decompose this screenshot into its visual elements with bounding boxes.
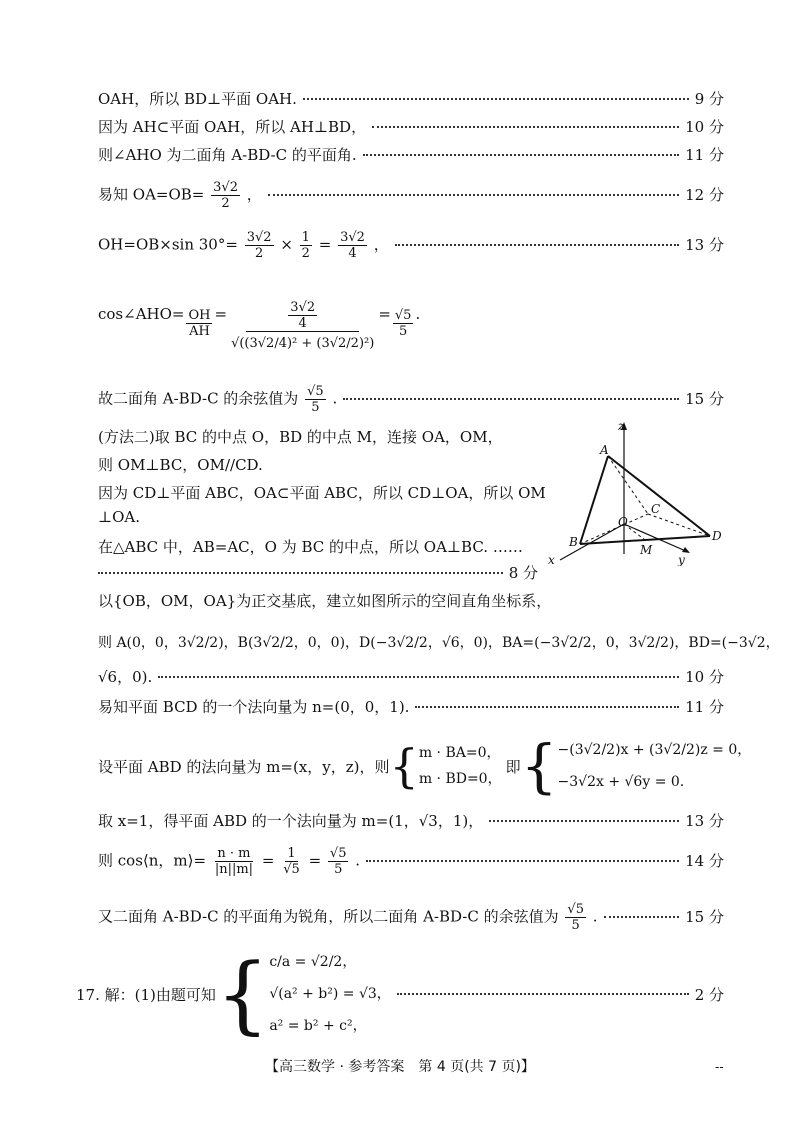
numerator: 3√2 xyxy=(290,300,316,315)
line-text xyxy=(98,902,598,933)
label-D: D xyxy=(712,529,722,543)
line-11pts-b xyxy=(98,696,724,717)
label-O: O xyxy=(618,515,628,529)
denominator: √((3√2/4)² + (3√2/2)²) xyxy=(231,336,375,351)
points-label: 13 分 xyxy=(685,812,724,830)
fraction xyxy=(305,384,326,415)
points-label: 15 分 xyxy=(685,389,724,408)
line-11pts xyxy=(98,144,724,165)
fraction xyxy=(211,180,240,211)
points-label: 14 分 xyxy=(685,851,724,870)
line-normal-system xyxy=(98,734,751,798)
denominator: 2 xyxy=(301,246,310,261)
edge-AB xyxy=(580,456,608,544)
dot-leader xyxy=(372,126,679,128)
line-text: OAH，所以 BD⊥平面 OAH. xyxy=(98,90,297,108)
dot-leader xyxy=(604,916,680,918)
equals-sign: = xyxy=(318,235,332,254)
brace: { xyxy=(520,732,558,800)
numerator: √5 xyxy=(394,308,412,323)
tail: . xyxy=(332,389,338,408)
system-eq-2: m · BD=0， xyxy=(418,771,502,787)
line-text: √6，0). xyxy=(98,668,153,686)
line-text xyxy=(98,180,262,211)
method2-line2: 则 OM⊥BC，OM//CD. xyxy=(98,456,263,474)
method2-line1: (方法二)取 BC 的中点 O，BD 的中点 M，连接 OA，OM， xyxy=(98,428,503,446)
numerator: 1 xyxy=(301,230,310,245)
line-text: 取 x=1，得平面 ABD 的一个法向量为 m=(1，√3，1)， xyxy=(98,812,484,830)
dot-leader xyxy=(98,572,503,574)
tail: . xyxy=(592,907,598,926)
equation-system xyxy=(558,734,752,798)
line-basis: 以{OB，OM，OA}为正交基底，建立如图所示的空间直角坐标系， xyxy=(98,592,552,610)
tail: ， xyxy=(246,185,262,204)
method2-line3: 因为 CD⊥平面 ABC，OA⊂平面 ABC，所以 CD⊥OA，所以 OM xyxy=(98,484,546,502)
label-z: z xyxy=(618,419,625,433)
edge-CD xyxy=(648,514,710,536)
line-12pts xyxy=(98,180,724,211)
numerator: OH xyxy=(188,308,211,323)
tail: . xyxy=(415,305,421,323)
denominator: √5 xyxy=(283,862,300,877)
fraction xyxy=(338,230,367,261)
line-10pts-b xyxy=(98,666,724,687)
equals-sign: = xyxy=(214,305,228,323)
fraction xyxy=(393,308,414,339)
equals-sign: = xyxy=(308,851,322,870)
equation-lhs: 故二面角 A-BD-C 的余弦值为 xyxy=(98,389,299,408)
line-15pts-b xyxy=(98,902,724,933)
label-M: M xyxy=(640,543,653,557)
line-text: 易知平面 BCD 的一个法向量为 n=(0，0，1). xyxy=(98,698,410,716)
denominator: 5 xyxy=(334,862,343,877)
brace: { xyxy=(215,945,270,1043)
line-14pts xyxy=(98,846,724,877)
line-text xyxy=(98,384,337,415)
denominator: 2 xyxy=(254,246,264,261)
corner-mark: -- xyxy=(715,1060,724,1074)
numerator: 1 xyxy=(287,846,296,861)
dot-leader xyxy=(343,398,679,400)
points-label: 10 分 xyxy=(685,668,724,686)
equation-lhs: OH=OB×sin 30°= xyxy=(98,235,238,254)
method2-line5 xyxy=(98,536,523,557)
numerator: n · m xyxy=(217,846,251,861)
line-text: 因为 AH⊂平面 OAH，所以 AH⊥BD， xyxy=(98,118,367,136)
line-13pts xyxy=(98,230,724,261)
denominator: 5 xyxy=(399,324,408,339)
denominator: 5 xyxy=(311,400,320,415)
fraction xyxy=(565,902,586,933)
numerator: √5 xyxy=(329,846,347,861)
big-fraction xyxy=(229,300,376,351)
denominator: |n||m| xyxy=(214,862,254,877)
connector: 即 xyxy=(505,757,521,776)
label-x: x xyxy=(548,553,555,566)
line-text: 17. 解：(1)由题可知 xyxy=(76,985,216,1004)
numerator: 3√2 xyxy=(246,230,272,245)
line-text: 在△ABC 中，AB=AC，O 为 BC 的中点，所以 OA⊥BC. xyxy=(98,538,489,556)
method2-line4: ⊥OA. xyxy=(98,508,141,526)
points-label: 9 分 xyxy=(694,90,724,108)
system-eq-3: −(3√2/2)x + (3√2/2)z = 0， xyxy=(557,742,752,758)
points-label: 15 分 xyxy=(685,907,724,926)
fraction xyxy=(300,230,312,261)
line-text: 则∠AHO 为二面角 A-BD-C 的平面角. xyxy=(98,146,357,164)
numerator: 3√2 xyxy=(213,180,238,195)
points-label: 13 分 xyxy=(685,235,724,254)
edge-AC xyxy=(608,456,648,514)
denominator: 4 xyxy=(348,246,357,261)
numerator xyxy=(246,300,359,332)
line-text: 设平面 ABD 的法向量为 m=(x，y，z)，则 xyxy=(98,757,390,776)
denominator: AH xyxy=(189,324,210,339)
dot-leader xyxy=(366,860,679,862)
points-label: 2 分 xyxy=(694,985,724,1004)
fraction xyxy=(328,846,349,877)
numerator: 3√2 xyxy=(340,230,365,245)
points-label: 12 分 xyxy=(685,185,724,204)
equation-lhs: cos∠AHO= xyxy=(98,305,185,323)
line-text xyxy=(98,846,360,877)
fraction xyxy=(186,308,212,339)
label-y: y xyxy=(678,553,685,566)
points-label: 11 分 xyxy=(685,146,724,164)
system-eq-3: a² = b² + c²， xyxy=(269,1018,367,1034)
tail: . xyxy=(355,851,361,870)
numerator: √5 xyxy=(567,902,584,917)
equation-system xyxy=(269,946,390,1042)
denominator: 5 xyxy=(571,918,580,933)
system-eq-1: m · BA=0， xyxy=(418,745,501,761)
denominator: 4 xyxy=(298,316,307,331)
equation-lhs: 又二面角 A-BD-C 的平面角为锐角，所以二面角 A-BD-C 的余弦值为 xyxy=(98,907,559,926)
system-eq-1: c/a = √2/2， xyxy=(269,954,357,970)
label-B: B xyxy=(569,535,578,549)
dot-leader xyxy=(158,676,679,678)
times-sign: × xyxy=(280,235,293,254)
tail: ， xyxy=(373,235,389,254)
points-label: 10 分 xyxy=(685,118,724,136)
dot-leader xyxy=(489,820,679,822)
line-problem17 xyxy=(76,946,724,1042)
equation-lhs: 易知 OA=OB= xyxy=(98,185,205,204)
denominator: 2 xyxy=(221,196,230,211)
dot-leader xyxy=(268,194,679,196)
fraction xyxy=(213,846,255,877)
system-eq-2: √(a² + b²) = √3， xyxy=(269,986,391,1002)
dot-leader xyxy=(395,244,679,246)
points-label: 11 分 xyxy=(685,698,724,716)
coordinate-figure xyxy=(540,416,730,566)
equation-system xyxy=(419,740,502,792)
numerator: √5 xyxy=(307,384,324,399)
line-text xyxy=(98,230,389,261)
line-cos-ahо: cos∠AHO= $\frac{OH}{AH}$ = $\frac{\frac{3√2}{4}}{\text{√((3√2/4)² + (3√2/2)²)}}$ = $\frac{√5}{5}$ . xyxy=(98,300,421,351)
system-eq-4: −3√2x + √6y = 0. xyxy=(557,774,685,790)
line-15pts xyxy=(98,384,724,415)
line-10pts xyxy=(98,116,724,137)
page-footer: 【高三数学 · 参考答案 第 4 页(共 7 页)】 xyxy=(265,1059,535,1075)
dot-leader xyxy=(397,993,689,995)
label-C: C xyxy=(651,502,661,516)
label-A: A xyxy=(600,443,609,457)
line-13pts-b xyxy=(98,810,724,831)
fraction xyxy=(288,300,317,331)
dot-leader xyxy=(363,154,680,156)
line-8pts xyxy=(98,562,538,583)
points-label: 8 分 xyxy=(508,564,538,582)
fraction xyxy=(245,230,274,261)
brace: { xyxy=(389,739,419,793)
dot-leader xyxy=(415,706,679,708)
equals-sign: = xyxy=(261,851,275,870)
equation-lhs: 则 cos⟨n，m⟩= xyxy=(98,851,207,870)
line-9pts xyxy=(98,88,724,109)
line-coordinates: 则 A(0，0，3√2/2)，B(3√2/2，0，0)，D(−3√2/2，√6，0)，BA=(−3√2/2，0，3√2/2)，BD=(−3√2， xyxy=(98,635,780,651)
dot-leader-text: …… xyxy=(492,538,523,556)
dot-leader xyxy=(303,98,689,100)
fraction xyxy=(281,846,302,877)
